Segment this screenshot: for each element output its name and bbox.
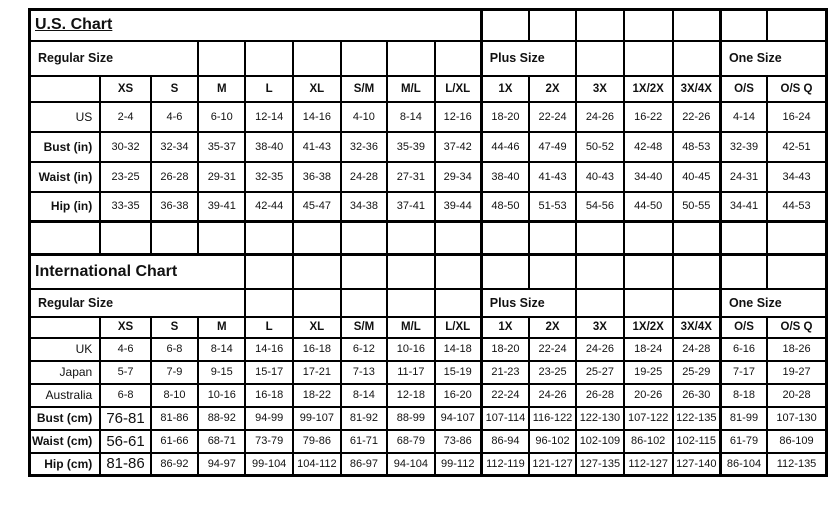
- empty-cell: [624, 10, 673, 41]
- col-header: M/L: [387, 76, 435, 102]
- data-cell: 26-28: [151, 162, 198, 192]
- data-cell: 127-140: [673, 453, 721, 476]
- corner-cell: [30, 76, 101, 102]
- data-cell: 73-79: [245, 430, 293, 453]
- spacer-cell: [341, 222, 387, 255]
- data-cell: 2-4: [100, 102, 151, 132]
- col-header: O/S Q: [767, 317, 826, 338]
- data-cell: 8-18: [720, 384, 767, 407]
- data-cell: 16-20: [435, 384, 482, 407]
- data-cell: 40-45: [673, 162, 721, 192]
- data-cell: 107-130: [767, 407, 826, 430]
- empty-cell: [341, 255, 387, 289]
- row-label: Japan: [30, 361, 101, 384]
- data-cell: 94-99: [245, 407, 293, 430]
- data-cell: 86-109: [767, 430, 826, 453]
- data-cell: 41-43: [529, 162, 576, 192]
- col-header: O/S Q: [767, 76, 826, 102]
- spacer-cell: [198, 222, 245, 255]
- data-cell: 79-86: [293, 430, 341, 453]
- empty-cell: [245, 289, 293, 317]
- chart-title: International Chart: [30, 255, 246, 289]
- data-cell: 7-13: [341, 361, 387, 384]
- row-label: Bust (in): [30, 132, 101, 162]
- data-cell: 36-38: [293, 162, 341, 192]
- empty-cell: [673, 10, 721, 41]
- data-cell: 22-24: [529, 102, 576, 132]
- data-cell: 4-14: [720, 102, 767, 132]
- empty-cell: [481, 255, 529, 289]
- empty-cell: [720, 255, 767, 289]
- col-header: S/M: [341, 76, 387, 102]
- group-header: One Size: [720, 41, 826, 76]
- spacer-cell: [293, 222, 341, 255]
- data-cell: 22-24: [481, 384, 529, 407]
- data-cell: 35-37: [198, 132, 245, 162]
- data-cell: 61-79: [720, 430, 767, 453]
- data-cell: 27-31: [387, 162, 435, 192]
- spacer-cell: [767, 222, 826, 255]
- row-label: US: [30, 102, 101, 132]
- data-cell: 39-41: [198, 192, 245, 222]
- col-header: 3X: [576, 317, 624, 338]
- row-label: Waist (in): [30, 162, 101, 192]
- row-label: Bust (cm): [30, 407, 101, 430]
- empty-cell: [245, 255, 293, 289]
- data-cell: 50-52: [576, 132, 624, 162]
- spacer-cell: [576, 222, 624, 255]
- data-cell: 61-71: [341, 430, 387, 453]
- data-cell: 16-18: [245, 384, 293, 407]
- data-cell: 102-109: [576, 430, 624, 453]
- data-cell: 39-44: [435, 192, 482, 222]
- data-cell: 16-22: [624, 102, 673, 132]
- data-cell: 21-23: [481, 361, 529, 384]
- data-cell: 14-18: [435, 338, 482, 361]
- spacer-cell: [624, 222, 673, 255]
- data-cell: 86-97: [341, 453, 387, 476]
- col-header: L: [245, 317, 293, 338]
- empty-cell: [767, 10, 826, 41]
- data-cell: 48-50: [481, 192, 529, 222]
- data-cell: 112-119: [481, 453, 529, 476]
- col-header: O/S: [720, 317, 767, 338]
- data-cell: 23-25: [100, 162, 151, 192]
- data-cell: 94-97: [198, 453, 245, 476]
- data-cell: 81-99: [720, 407, 767, 430]
- data-cell: 88-92: [198, 407, 245, 430]
- data-cell: 18-20: [481, 338, 529, 361]
- data-cell: 15-19: [435, 361, 482, 384]
- spacer-cell: [245, 222, 293, 255]
- data-cell: 19-27: [767, 361, 826, 384]
- data-cell: 36-38: [151, 192, 198, 222]
- data-cell: 20-28: [767, 384, 826, 407]
- data-cell: 112-127: [624, 453, 673, 476]
- data-cell: 6-8: [151, 338, 198, 361]
- data-cell: 29-31: [198, 162, 245, 192]
- data-cell: 29-34: [435, 162, 482, 192]
- empty-cell: [624, 255, 673, 289]
- data-cell: 22-26: [673, 102, 721, 132]
- empty-cell: [673, 41, 721, 76]
- data-cell: 8-14: [387, 102, 435, 132]
- empty-cell: [245, 41, 293, 76]
- data-cell: 61-66: [151, 430, 198, 453]
- data-cell: 99-104: [245, 453, 293, 476]
- empty-cell: [576, 255, 624, 289]
- data-cell: 81-86: [151, 407, 198, 430]
- data-cell: 18-20: [481, 102, 529, 132]
- data-cell: 9-15: [198, 361, 245, 384]
- empty-cell: [673, 255, 721, 289]
- data-cell: 42-51: [767, 132, 826, 162]
- group-header: Plus Size: [481, 41, 576, 76]
- data-cell: 99-112: [435, 453, 482, 476]
- empty-cell: [387, 289, 435, 317]
- data-cell: 16-24: [767, 102, 826, 132]
- col-header: L: [245, 76, 293, 102]
- chart-title: U.S. Chart: [30, 10, 482, 41]
- data-cell: 122-130: [576, 407, 624, 430]
- data-cell: 107-114: [481, 407, 529, 430]
- data-cell: 41-43: [293, 132, 341, 162]
- data-cell: 88-99: [387, 407, 435, 430]
- data-cell: 34-40: [624, 162, 673, 192]
- data-cell: 32-36: [341, 132, 387, 162]
- data-cell: 25-27: [576, 361, 624, 384]
- group-header: Plus Size: [481, 289, 576, 317]
- data-cell: 32-34: [151, 132, 198, 162]
- empty-cell: [387, 41, 435, 76]
- data-cell: 20-26: [624, 384, 673, 407]
- size-chart-table: [28, 8, 828, 477]
- data-cell: 94-107: [435, 407, 482, 430]
- data-cell: 22-24: [529, 338, 576, 361]
- empty-cell: [529, 10, 576, 41]
- data-cell: 18-24: [624, 338, 673, 361]
- spacer-cell: [100, 222, 151, 255]
- col-header: M: [198, 76, 245, 102]
- empty-cell: [293, 255, 341, 289]
- col-header: 1X/2X: [624, 317, 673, 338]
- empty-cell: [341, 289, 387, 317]
- col-header: L/XL: [435, 76, 482, 102]
- empty-cell: [576, 289, 624, 317]
- data-cell: 112-135: [767, 453, 826, 476]
- row-label: Hip (cm): [30, 453, 101, 476]
- empty-cell: [576, 41, 624, 76]
- data-cell: 37-42: [435, 132, 482, 162]
- col-header: S: [151, 76, 198, 102]
- data-cell: 7-17: [720, 361, 767, 384]
- empty-cell: [767, 255, 826, 289]
- col-header: XL: [293, 317, 341, 338]
- col-header: 1X/2X: [624, 76, 673, 102]
- data-cell: 122-135: [673, 407, 721, 430]
- col-header: 2X: [529, 76, 576, 102]
- data-cell: 40-43: [576, 162, 624, 192]
- data-cell: 5-7: [100, 361, 151, 384]
- data-cell: 12-14: [245, 102, 293, 132]
- empty-cell: [481, 10, 529, 41]
- group-header: Regular Size: [30, 41, 199, 76]
- data-cell: 86-102: [624, 430, 673, 453]
- col-header: 3X: [576, 76, 624, 102]
- corner-cell: [30, 317, 101, 338]
- data-cell: 116-122: [529, 407, 576, 430]
- data-cell: 81-86: [100, 453, 151, 476]
- col-header: 3X/4X: [673, 76, 721, 102]
- data-cell: 14-16: [293, 102, 341, 132]
- spacer-cell: [435, 222, 482, 255]
- col-header: XS: [100, 317, 151, 338]
- data-cell: 4-6: [151, 102, 198, 132]
- data-cell: 48-53: [673, 132, 721, 162]
- data-cell: 8-10: [151, 384, 198, 407]
- data-cell: 38-40: [481, 162, 529, 192]
- data-cell: 73-86: [435, 430, 482, 453]
- data-cell: 24-28: [673, 338, 721, 361]
- col-header: XS: [100, 76, 151, 102]
- data-cell: 6-16: [720, 338, 767, 361]
- col-header: 1X: [481, 317, 529, 338]
- group-header: One Size: [720, 289, 826, 317]
- data-cell: 32-35: [245, 162, 293, 192]
- row-label: UK: [30, 338, 101, 361]
- col-header: L/XL: [435, 317, 482, 338]
- empty-cell: [293, 289, 341, 317]
- data-cell: 24-26: [529, 384, 576, 407]
- row-label: Waist (cm): [30, 430, 101, 453]
- data-cell: 86-94: [481, 430, 529, 453]
- data-cell: 17-21: [293, 361, 341, 384]
- data-cell: 107-122: [624, 407, 673, 430]
- col-header: M/L: [387, 317, 435, 338]
- empty-cell: [624, 289, 673, 317]
- data-cell: 24-31: [720, 162, 767, 192]
- data-cell: 34-41: [720, 192, 767, 222]
- data-cell: 10-16: [387, 338, 435, 361]
- empty-cell: [435, 289, 482, 317]
- data-cell: 8-14: [198, 338, 245, 361]
- col-header: 2X: [529, 317, 576, 338]
- data-cell: 14-16: [245, 338, 293, 361]
- empty-cell: [198, 41, 245, 76]
- data-cell: 81-92: [341, 407, 387, 430]
- spacer-cell: [30, 222, 101, 255]
- data-cell: 6-8: [100, 384, 151, 407]
- group-header: Regular Size: [30, 289, 246, 317]
- data-cell: 6-10: [198, 102, 245, 132]
- data-cell: 86-92: [151, 453, 198, 476]
- col-header: S/M: [341, 317, 387, 338]
- spacer-cell: [481, 222, 529, 255]
- data-cell: 12-16: [435, 102, 482, 132]
- row-label: Hip (in): [30, 192, 101, 222]
- data-cell: 37-41: [387, 192, 435, 222]
- data-cell: 33-35: [100, 192, 151, 222]
- data-cell: 121-127: [529, 453, 576, 476]
- spacer-cell: [673, 222, 721, 255]
- data-cell: 68-79: [387, 430, 435, 453]
- col-header: 1X: [481, 76, 529, 102]
- data-cell: 6-12: [341, 338, 387, 361]
- data-cell: 4-10: [341, 102, 387, 132]
- data-cell: 38-40: [245, 132, 293, 162]
- data-cell: 42-44: [245, 192, 293, 222]
- spacer-cell: [151, 222, 198, 255]
- empty-cell: [529, 255, 576, 289]
- empty-cell: [387, 255, 435, 289]
- data-cell: 96-102: [529, 430, 576, 453]
- empty-cell: [341, 41, 387, 76]
- data-cell: 44-50: [624, 192, 673, 222]
- data-cell: 24-26: [576, 338, 624, 361]
- empty-cell: [576, 10, 624, 41]
- data-cell: 18-22: [293, 384, 341, 407]
- data-cell: 76-81: [100, 407, 151, 430]
- data-cell: 99-107: [293, 407, 341, 430]
- data-cell: 16-18: [293, 338, 341, 361]
- empty-cell: [624, 41, 673, 76]
- data-cell: 44-53: [767, 192, 826, 222]
- data-cell: 34-38: [341, 192, 387, 222]
- data-cell: 10-16: [198, 384, 245, 407]
- spacer-cell: [529, 222, 576, 255]
- empty-cell: [435, 41, 482, 76]
- data-cell: 104-112: [293, 453, 341, 476]
- size-chart-page: [28, 8, 828, 477]
- data-cell: 68-71: [198, 430, 245, 453]
- data-cell: 30-32: [100, 132, 151, 162]
- data-cell: 26-30: [673, 384, 721, 407]
- empty-cell: [673, 289, 721, 317]
- data-cell: 127-135: [576, 453, 624, 476]
- data-cell: 11-17: [387, 361, 435, 384]
- spacer-cell: [387, 222, 435, 255]
- data-cell: 25-29: [673, 361, 721, 384]
- data-cell: 7-9: [151, 361, 198, 384]
- data-cell: 32-39: [720, 132, 767, 162]
- spacer-cell: [720, 222, 767, 255]
- empty-cell: [435, 255, 482, 289]
- data-cell: 12-18: [387, 384, 435, 407]
- col-header: O/S: [720, 76, 767, 102]
- data-cell: 47-49: [529, 132, 576, 162]
- data-cell: 24-28: [341, 162, 387, 192]
- data-cell: 19-25: [624, 361, 673, 384]
- data-cell: 102-115: [673, 430, 721, 453]
- data-cell: 4-6: [100, 338, 151, 361]
- empty-cell: [720, 10, 767, 41]
- row-label: Australia: [30, 384, 101, 407]
- data-cell: 18-26: [767, 338, 826, 361]
- data-cell: 42-48: [624, 132, 673, 162]
- data-cell: 86-104: [720, 453, 767, 476]
- data-cell: 34-43: [767, 162, 826, 192]
- data-cell: 26-28: [576, 384, 624, 407]
- data-cell: 56-61: [100, 430, 151, 453]
- data-cell: 44-46: [481, 132, 529, 162]
- data-cell: 94-104: [387, 453, 435, 476]
- col-header: 3X/4X: [673, 317, 721, 338]
- data-cell: 23-25: [529, 361, 576, 384]
- data-cell: 54-56: [576, 192, 624, 222]
- data-cell: 50-55: [673, 192, 721, 222]
- data-cell: 45-47: [293, 192, 341, 222]
- data-cell: 15-17: [245, 361, 293, 384]
- data-cell: 51-53: [529, 192, 576, 222]
- col-header: XL: [293, 76, 341, 102]
- col-header: S: [151, 317, 198, 338]
- data-cell: 35-39: [387, 132, 435, 162]
- data-cell: 8-14: [341, 384, 387, 407]
- data-cell: 24-26: [576, 102, 624, 132]
- empty-cell: [293, 41, 341, 76]
- col-header: M: [198, 317, 245, 338]
- chart-body: [30, 10, 827, 476]
